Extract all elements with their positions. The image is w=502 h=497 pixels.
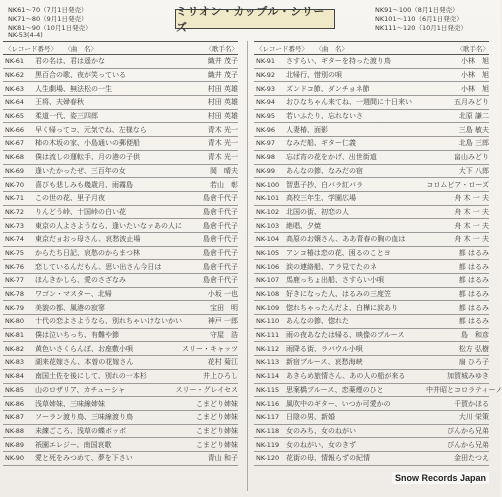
song-singer: 三島 敏夫 xyxy=(458,125,489,134)
song-row xyxy=(3,123,238,137)
song-row xyxy=(3,69,238,83)
song-code: NK-74 xyxy=(5,235,25,244)
song-singer: 都 はるみ xyxy=(458,248,489,257)
song-singer: 島倉千代子 xyxy=(203,276,238,285)
song-title: 僕は流しの運転手、月の港の子供 xyxy=(35,153,140,162)
song-title: 王将、夫婦春秋 xyxy=(35,98,84,107)
song-title: 北国の街、初恋の人 xyxy=(286,207,349,216)
song-singer: 織井 茂子 xyxy=(207,57,238,66)
song-title: 忘ば宵の花をかげ、出世街道 xyxy=(286,153,377,162)
song-row xyxy=(3,452,238,466)
song-code: NK-89 xyxy=(5,440,25,449)
song-row xyxy=(254,425,489,439)
song-title: この世の花、里子月夜 xyxy=(35,194,105,203)
song-title: 人生劇場、無法松の一生 xyxy=(35,84,112,93)
song-title: アンコ椿は恋の花、困るのことヨ xyxy=(286,248,391,257)
song-row xyxy=(3,178,238,192)
song-row xyxy=(254,452,489,466)
song-singer: 島倉千代子 xyxy=(203,235,238,244)
song-row xyxy=(254,260,489,274)
song-code: NK-75 xyxy=(5,248,25,257)
song-code: NK-67 xyxy=(5,139,25,148)
song-singer: 中井昭とコロラティーノ xyxy=(426,385,502,394)
song-code: NK-120 xyxy=(256,454,280,463)
header-singer: 〈歌手名〉 xyxy=(456,44,489,53)
song-singer: 五月みどり xyxy=(454,98,489,107)
song-row xyxy=(254,151,489,165)
song-code: NK-98 xyxy=(256,153,276,162)
song-title: 新宿ブルース、哀愁海峡 xyxy=(286,358,363,367)
song-code: NK-88 xyxy=(5,426,25,435)
song-title: 美貌の都、風港の寂寥 xyxy=(35,303,105,312)
song-title: 南国土佐を後にして、別れの一本杉 xyxy=(35,372,147,381)
song-title: からたち日記、哀愁のからまつ林 xyxy=(35,248,140,257)
song-title: 花街の母、情報らずの紀情 xyxy=(286,454,370,463)
song-code: NK-65 xyxy=(5,112,25,121)
song-singer: 畠山みどり xyxy=(454,153,489,162)
song-title: 人妻椿、面影 xyxy=(286,125,328,134)
song-singer: 村田 英雄 xyxy=(207,84,238,93)
song-code: NK-70 xyxy=(5,180,25,189)
song-singer: 小林 旭 xyxy=(461,57,489,66)
release-dates-left xyxy=(8,6,92,33)
song-title: 若いふたり、忘れないさ xyxy=(286,112,363,121)
song-singer: 舟 木 一 夫 xyxy=(454,194,489,203)
song-code: NK-91 xyxy=(256,57,276,66)
song-title: 東京だョおっ母さん、哀愁波止場 xyxy=(35,235,141,244)
song-row xyxy=(254,384,502,398)
song-row xyxy=(254,96,489,110)
song-singer: 岡 晴夫 xyxy=(210,166,238,175)
song-title: なみだ船、ギター仁義 xyxy=(286,139,356,148)
release-line: NK91～100（8月1日発売） xyxy=(375,6,459,14)
song-code: NK-90 xyxy=(5,454,25,463)
song-code: NK-99 xyxy=(256,166,276,175)
song-row xyxy=(3,384,238,398)
song-code: NK-108 xyxy=(256,290,280,299)
song-code: NK-83 xyxy=(5,358,25,367)
song-title: ズンドコ節、ダンチョネ節 xyxy=(286,84,370,93)
song-title: さすらい、ギターを持った渡り鳥 xyxy=(286,57,391,66)
song-singer: ぴんから兄弟 xyxy=(447,426,489,435)
song-singer: 北島 三郎 xyxy=(458,139,489,148)
song-row xyxy=(3,425,238,439)
song-code: NK-112 xyxy=(256,344,280,353)
song-code: NK-105 xyxy=(256,248,280,257)
song-code: NK-106 xyxy=(256,262,280,271)
song-code: NK-114 xyxy=(256,372,280,381)
song-singer: 村田 英雄 xyxy=(207,112,238,121)
song-row xyxy=(3,274,238,288)
song-singer: 島 和彦 xyxy=(461,331,489,340)
song-title: 雨降る街、ラバウル小唄 xyxy=(286,344,363,353)
song-code: NK-102 xyxy=(256,207,280,216)
song-code: NK-103 xyxy=(256,221,280,230)
song-title: 高校三年生、学園広場 xyxy=(286,194,356,203)
song-title: あきらめ旅情さん、あの人の船が来る xyxy=(286,372,406,381)
song-title: 君の名は、君は遥かな xyxy=(35,57,105,66)
song-singer: 青木 光一 xyxy=(207,139,238,148)
song-singer: こまどり姉妹 xyxy=(196,440,238,449)
song-row xyxy=(254,219,489,233)
song-row xyxy=(3,301,238,315)
song-row xyxy=(254,329,489,343)
song-code: NK-84 xyxy=(5,372,25,381)
song-code: NK-95 xyxy=(256,112,276,121)
song-singer: ぴんから兄弟 xyxy=(447,440,489,449)
song-title: りんどう峠、十国峠の白い花 xyxy=(35,207,126,216)
song-title: 山のロザリア、カチューシャ xyxy=(35,385,125,394)
column-header xyxy=(3,41,238,55)
song-title: ワゴン・マスター、北帰 xyxy=(35,290,112,299)
song-row xyxy=(3,397,238,411)
song-title: ソーラン渡り鳥、三味線渡り鳥 xyxy=(35,413,133,422)
song-title: 湖来花嫁さん、本曽の花嫁さん xyxy=(35,358,134,367)
song-row xyxy=(254,137,489,151)
song-row xyxy=(3,233,238,247)
song-code: NK-119 xyxy=(256,440,280,449)
song-singer: 小林 旭 xyxy=(461,84,489,93)
song-code: NK-69 xyxy=(5,166,25,175)
song-title: 風吹中のギター、いつか可愛かの xyxy=(286,399,391,408)
song-row xyxy=(254,274,489,288)
song-code: NK-93 xyxy=(256,84,276,93)
song-title: 思案橋ブルース、恋薬煙のひと xyxy=(286,385,384,394)
song-code: NK-68 xyxy=(5,153,25,162)
song-code: NK-101 xyxy=(256,194,280,203)
song-singer: こまどり姉妹 xyxy=(196,426,238,435)
song-title: 逢いたかったぜ、三百年の女 xyxy=(35,166,126,175)
song-row xyxy=(3,137,238,151)
song-row xyxy=(3,370,238,384)
song-code: NK-71 xyxy=(5,194,25,203)
song-singer: コロムビア・ローズ xyxy=(426,180,489,189)
song-singer: 金田たつえ xyxy=(454,454,489,463)
left-song-list xyxy=(3,41,238,466)
song-title: 涙の連絡船、アラ見てたのネ xyxy=(286,262,377,271)
song-code: NK-81 xyxy=(5,331,25,340)
song-code: NK-73 xyxy=(5,221,25,230)
release-line: NK71～80（9月1日発売） xyxy=(8,15,88,23)
song-code: NK-117 xyxy=(256,413,280,422)
release-line: NK81～90（10月1日発売） xyxy=(8,24,92,32)
release-line: NK101～110（6月1日発売） xyxy=(375,15,463,23)
song-singer: 扇 ひろ子 xyxy=(458,358,489,367)
song-row xyxy=(254,370,489,384)
song-title: 黄色いさくらんぼ、お座敷小唄 xyxy=(35,344,133,353)
song-singer: 島倉千代子 xyxy=(203,207,238,216)
song-singer: 井上ひろし xyxy=(203,372,238,381)
song-title: 喜びも悲しみも幾歳月、雨霧島 xyxy=(35,180,133,189)
song-row xyxy=(3,82,238,96)
song-singer: 宝田 明 xyxy=(210,303,238,312)
song-code: NK-104 xyxy=(256,235,280,244)
song-row xyxy=(3,438,238,452)
song-singer: 都 はるみ xyxy=(458,317,489,326)
release-line: NK61～70（7月1日発売） xyxy=(8,6,88,14)
song-singer: 島倉千代子 xyxy=(203,194,238,203)
song-title: 十代の恋よさようなら、別れちゃいけないかい xyxy=(35,317,182,326)
song-title: 未練ごころ、浅草の蝶ボッポ xyxy=(35,426,126,435)
song-title: 女のねがい、女のきず xyxy=(286,440,356,449)
song-singer: 神戸 一郎 xyxy=(207,317,238,326)
song-row xyxy=(254,288,489,302)
song-code: NK-62 xyxy=(5,71,25,80)
song-code: NK-77 xyxy=(5,276,25,285)
song-row xyxy=(254,69,489,83)
song-row xyxy=(254,315,489,329)
column-divider xyxy=(247,41,248,491)
song-row xyxy=(3,55,238,69)
song-row xyxy=(3,165,238,179)
song-singer: 島倉千代子 xyxy=(203,221,238,230)
song-title: ほんきかしら、愛のさざなみ xyxy=(35,276,126,285)
song-singer: スリー・グレイセス xyxy=(175,385,238,394)
song-title: 好きになった人、はるみの三度笠 xyxy=(286,290,391,299)
header-singer: 〈歌手名〉 xyxy=(205,44,238,53)
song-singer: 青山 和子 xyxy=(207,454,238,463)
song-code: NK-87 xyxy=(5,413,25,422)
song-code: NK-63 xyxy=(5,84,25,93)
song-code: NK-107 xyxy=(256,276,280,285)
song-title: おひなちゃん来てね、一週間に十日来い xyxy=(286,98,412,107)
song-row xyxy=(254,178,489,192)
song-row xyxy=(254,342,489,356)
song-code: NK-66 xyxy=(5,125,25,134)
header-title: 〈曲 名〉 xyxy=(64,44,97,53)
song-row xyxy=(3,96,238,110)
song-row xyxy=(3,247,238,261)
song-singer: 大川 栄策 xyxy=(458,413,489,422)
song-code: NK-109 xyxy=(256,303,280,312)
release-dates-right xyxy=(375,6,467,33)
song-singer: 島倉千代子 xyxy=(203,262,238,271)
song-row xyxy=(254,411,489,425)
song-row xyxy=(3,260,238,274)
song-row xyxy=(254,123,489,137)
song-row xyxy=(3,411,238,425)
song-code: NK-92 xyxy=(256,71,276,80)
right-song-list xyxy=(254,41,502,466)
song-row xyxy=(3,342,238,356)
song-row xyxy=(3,151,238,165)
release-line: NK111～120（10月1日発売） xyxy=(375,24,467,32)
song-singer: 青木 光一 xyxy=(207,153,238,162)
song-title: 僕は泣いちっち、有難や節 xyxy=(35,331,119,340)
song-singer: 青木 光一 xyxy=(207,125,238,134)
song-row xyxy=(3,206,238,220)
song-code: NK-115 xyxy=(256,385,280,394)
song-code: NK-85 xyxy=(5,385,25,394)
song-title: 柔道一代、姿三四郎 xyxy=(35,112,98,121)
song-row xyxy=(3,192,238,206)
song-code: NK-113 xyxy=(256,358,280,367)
song-title: 高原のお嬢さん、ああ青春の胸の血は xyxy=(286,235,406,244)
song-title: 北帰行、惜別の唄 xyxy=(286,71,342,80)
song-row xyxy=(3,356,238,370)
song-singer: 舟 木 一 夫 xyxy=(454,235,489,244)
song-singer: 舟 木 一 夫 xyxy=(454,221,489,230)
song-title: 柿の木坂の家、小島通いの郵便船 xyxy=(35,139,140,148)
song-singer: 島倉千代子 xyxy=(203,248,238,257)
song-title: あんなの節、なみだの宿 xyxy=(286,166,363,175)
song-code: NK-86 xyxy=(5,399,25,408)
song-singer: 加賀城みゆき xyxy=(447,372,489,381)
song-title: 智恵子抄、白バラ紅バラ xyxy=(286,180,363,189)
song-code: NK-100 xyxy=(256,180,280,189)
song-title: 馬鹿っちょ出船、さすらい小唄 xyxy=(286,276,384,285)
song-title: 雨の夜あなたは帰る、映像のブルース xyxy=(286,331,405,340)
song-singer: 松方 弘樹 xyxy=(458,344,489,353)
song-title: 日陰の男、新婚 xyxy=(286,413,335,422)
song-code: NK-64 xyxy=(5,98,25,107)
song-singer: こまどり姉妹 xyxy=(196,413,238,422)
header-title: 〈曲 名〉 xyxy=(315,44,348,53)
song-row xyxy=(3,219,238,233)
song-singer: 都 はるみ xyxy=(458,303,489,312)
song-row xyxy=(3,315,238,329)
song-row xyxy=(254,55,489,69)
song-singer: 小林 旭 xyxy=(461,71,489,80)
song-title: 恋しているんだもん、思い出さん今日は xyxy=(35,262,162,271)
song-singer: 村田 英雄 xyxy=(207,98,238,107)
song-row xyxy=(254,165,489,179)
song-title: あんなの節、惚れた xyxy=(286,317,349,326)
song-title: 絶唱、夕焼 xyxy=(286,221,321,230)
song-code: NK-110 xyxy=(256,317,280,326)
song-singer: 舟 木 一 夫 xyxy=(454,207,489,216)
header-code: 〈レコード番号〉 xyxy=(256,44,308,53)
song-singer: 都 はるみ xyxy=(458,276,489,285)
song-row xyxy=(254,301,489,315)
song-singer: 織井 茂子 xyxy=(207,71,238,80)
song-singer: 北原 謙二 xyxy=(458,112,489,121)
song-row xyxy=(254,397,489,411)
song-row xyxy=(254,356,489,370)
song-code: NK-61 xyxy=(5,57,25,66)
song-title: 早く帰ってコ、元気でね、左様なら xyxy=(35,125,147,134)
song-singer: 都 はるみ xyxy=(458,290,489,299)
song-singer: 若山 彰 xyxy=(210,180,238,189)
song-singer: スリー・キャッツ xyxy=(182,344,238,353)
song-row xyxy=(254,233,489,247)
header-code: 〈レコード番号〉 xyxy=(5,44,57,53)
column-header xyxy=(254,41,489,55)
watermark: Snow Records Japan xyxy=(392,472,489,484)
song-code: NK-72 xyxy=(5,207,25,216)
song-title: 黒百合の歌、夜が笑っている xyxy=(35,71,126,80)
song-code: NK-80 xyxy=(5,317,25,326)
song-row xyxy=(254,110,489,124)
song-title: 女のみち、女のねがい xyxy=(286,426,356,435)
song-row xyxy=(3,110,238,124)
song-code: NK-78 xyxy=(5,290,25,299)
song-code: NK-96 xyxy=(256,125,276,134)
song-code: NK-82 xyxy=(5,344,25,353)
catalog-number: NK-53(4-4) xyxy=(8,31,43,39)
song-code: NK-116 xyxy=(256,399,280,408)
song-title: 惚れちゃったんだよ、白樺に涙あり xyxy=(286,303,398,312)
song-code: NK-111 xyxy=(256,331,280,340)
song-code: NK-79 xyxy=(5,303,25,312)
song-row xyxy=(254,247,489,261)
song-singer: 千賀かほる xyxy=(454,399,489,408)
song-title: 東京の人よさようなら、逢いたいなァあの人に xyxy=(35,221,182,230)
song-code: NK-76 xyxy=(5,262,25,271)
song-code: NK-94 xyxy=(256,98,276,107)
song-singer: 大下 八郎 xyxy=(458,166,489,175)
song-title: 愛と死をみつめて、夢を下さい xyxy=(35,454,133,463)
song-singer: 花村 菊江 xyxy=(207,358,238,367)
song-row xyxy=(3,288,238,302)
song-title: 浅草姉妹、三味線姉妹 xyxy=(35,399,105,408)
song-singer: 都 はるみ xyxy=(458,262,489,271)
song-singer: 小坂 一也 xyxy=(207,290,238,299)
series-title: ミリオン・カップル・シリーズ xyxy=(175,9,335,29)
song-row xyxy=(254,206,489,220)
song-code: NK-118 xyxy=(256,426,280,435)
song-singer: こまどり姉妹 xyxy=(196,399,238,408)
song-row xyxy=(3,329,238,343)
song-title: 祇園エレジー、南国哀歌 xyxy=(35,440,112,449)
song-row xyxy=(254,438,489,452)
song-code: NK-97 xyxy=(256,139,276,148)
song-row xyxy=(254,82,489,96)
song-row xyxy=(254,192,489,206)
song-singer: 守屋 浩 xyxy=(210,331,238,340)
